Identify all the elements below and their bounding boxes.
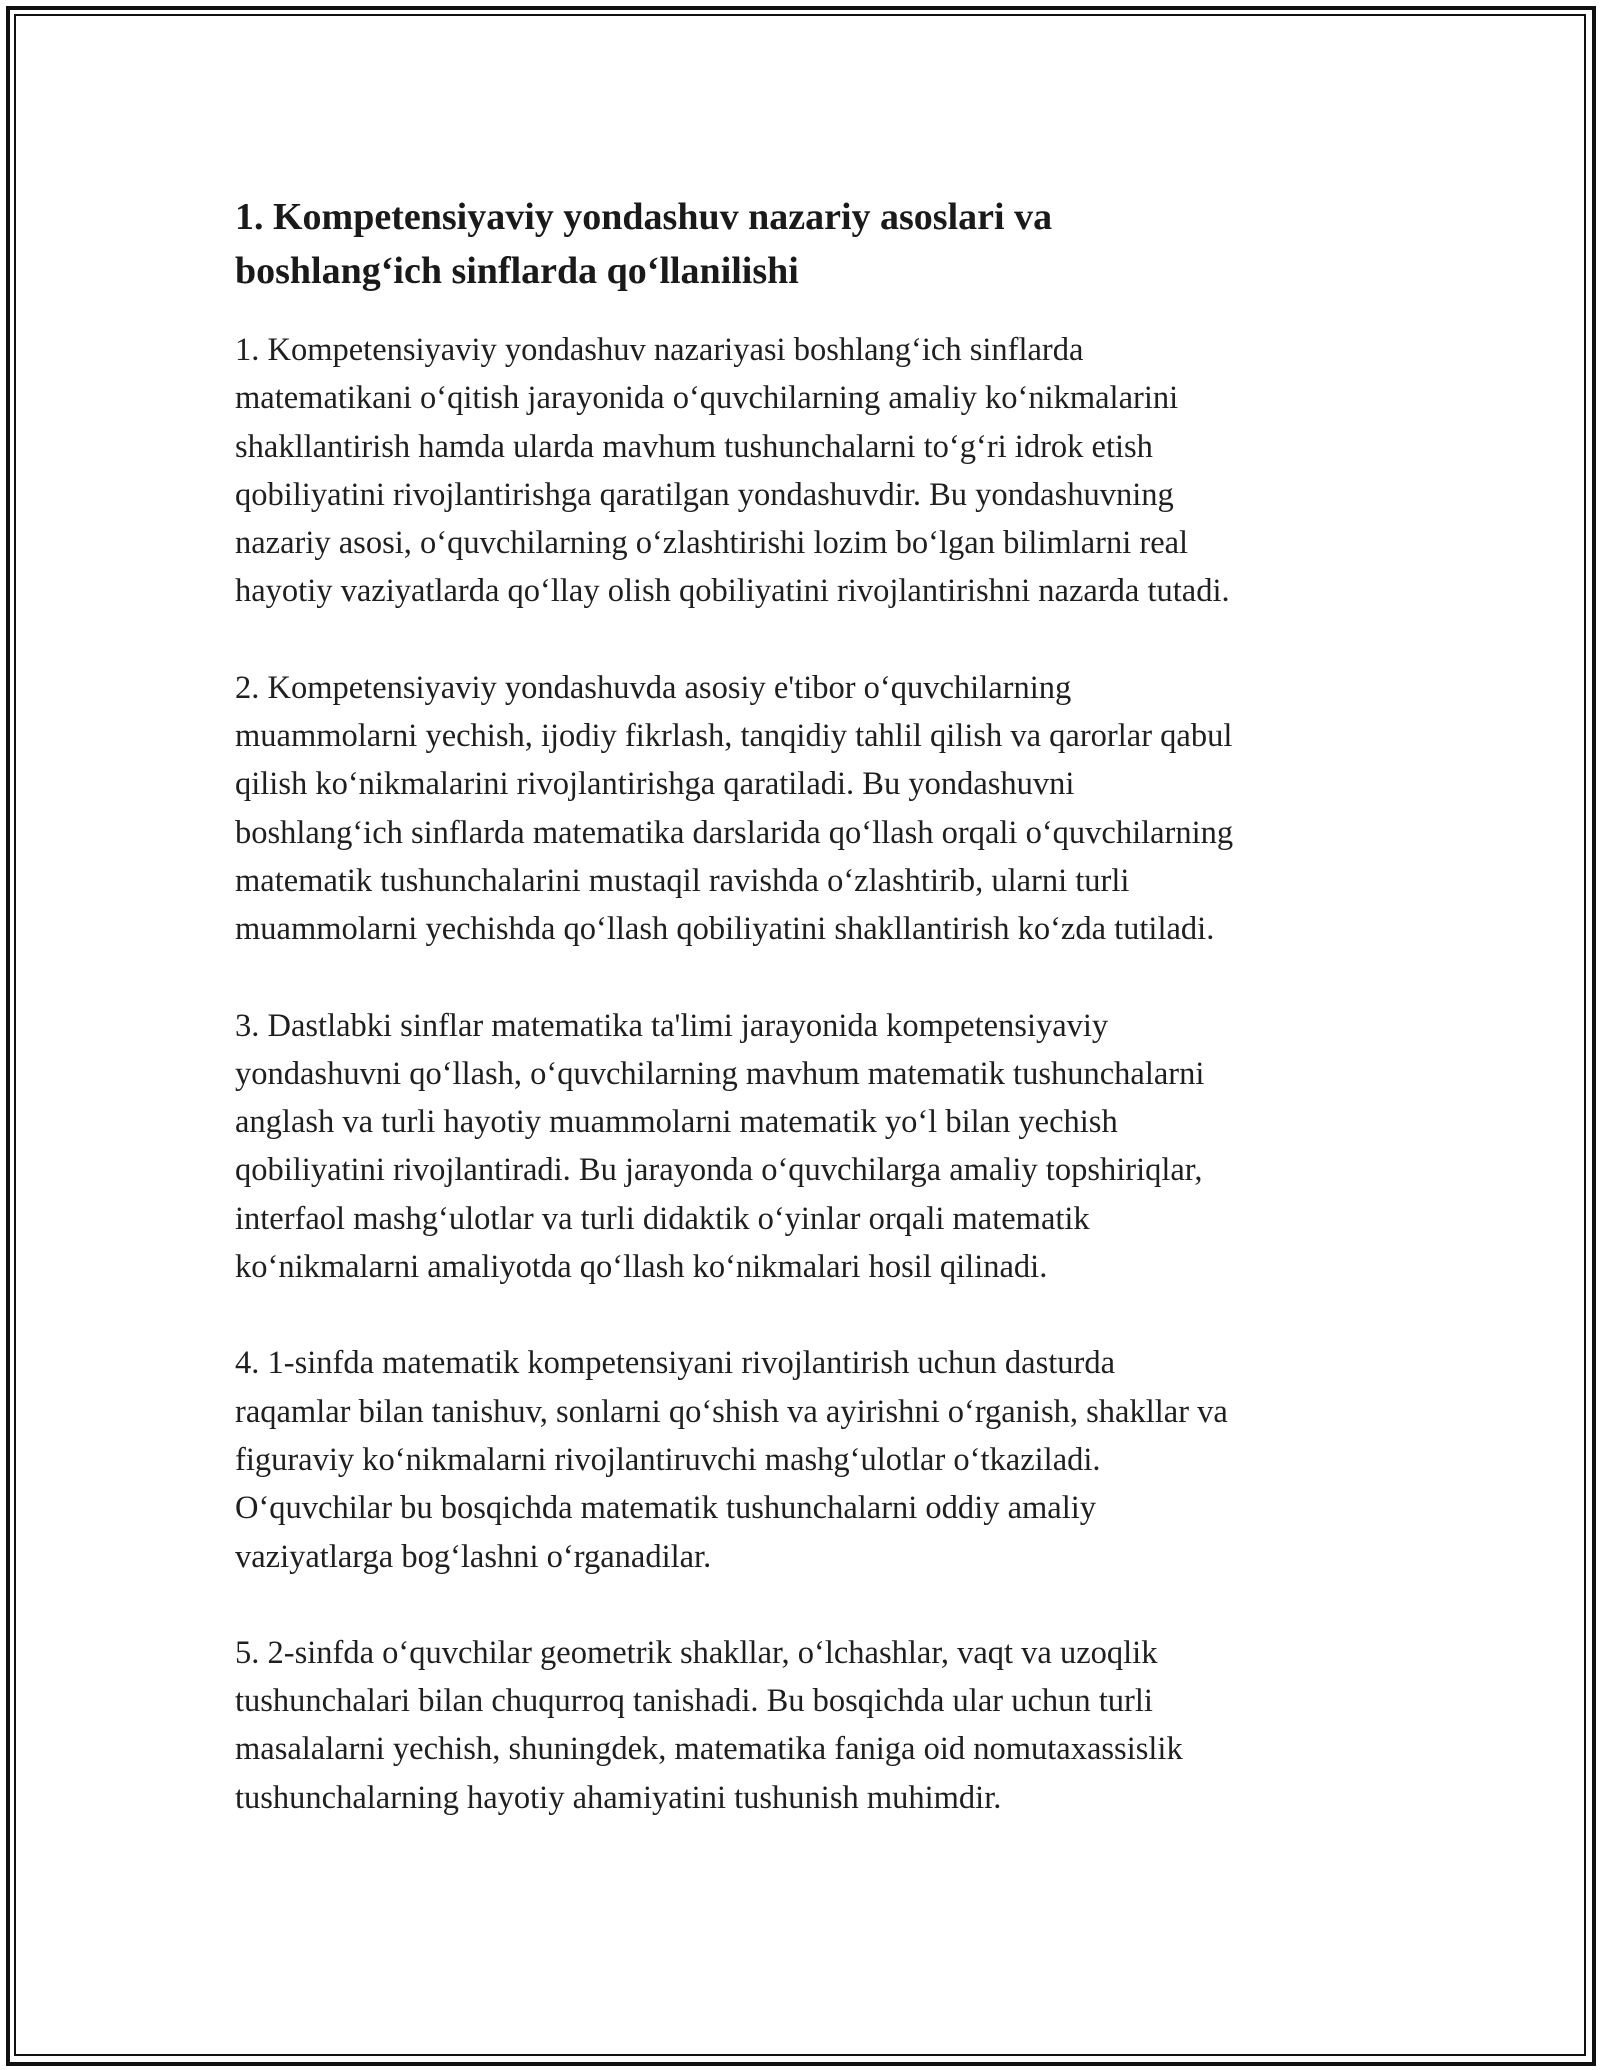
paragraph-4: 4. 1-sinfda matematik kompetensiyani rivojlantirish uchun dasturda raqamlar bilan tanishuv, sonlarni qo‘shish va ayirishni o‘rganish, shakllar va figuraviy ko‘nikmalarni rivojlantiruvchi mashg‘ulotlar o‘tkaziladi. O‘quvchilar bu bosqichda matematik tushunchalarni oddiy amaliy vaziyatlarga bog‘lashni o‘rganadilar. <box>235 1345 1228 1575</box>
paragraph-3: 3. Dastlabki sinflar matematika ta'limi jarayonida kompetensiyaviy yondashuvni qo‘llash, o‘quvchilarning mavhum matematik tushunchalarni anglash va turli hayotiy muammolarni matematik yo‘l bilan yechish qobiliyatini rivojlantiradi. Bu jarayonda o‘quvchilarga amaliy topshiriqlar, interfaol mashg‘ulotlar va turli didaktik o‘yinlar orqali matematik ko‘nikmalarni amaliyotda qo‘llash ko‘nikmalari hosil qilinadi. <box>235 1007 1205 1286</box>
section-heading: 1. Kompetensiyaviy yondashuv nazariy asoslari va boshlang‘ich sinflarda qo‘llanilishi <box>235 196 1053 292</box>
paragraph-2: 2. Kompetensiyaviy yondashuvda asosiy e'tibor o‘quvchilarning muammolarni yechish, ijodiy fikrlash, tanqidiy tahlil qilish va qarorlar qabul qilish ko‘nikmalarini rivojlantirishga qaratiladi. Bu yondashuvni boshlang‘ich sinflarda matematika darslarida qo‘llash orqali o‘quvchilarning matematik tushunchalarini mustaqil ravishda o‘zlashtirib, ularni turli muammolarni yechishda qo‘llash qobiliyatini shakllantirish ko‘zda tutiladi. <box>235 669 1234 948</box>
paragraph-5: 5. 2-sinfda o‘quvchilar geometrik shakllar, o‘lchashlar, vaqt va uzoqlik tushunchalari bilan chuqurroq tanishadi. Bu bosqichda ular uchun turli masalalarni yechish, shuningdek, matematika faniga oid nomutaxassislik tushunchalarning hayotiy ahamiyatini tushunish muhimdir. <box>235 1634 1183 1816</box>
document-body <box>235 190 1375 1870</box>
paragraph-1: 1. Kompetensiyaviy yondashuv nazariyasi boshlang‘ich sinflarda matematikani o‘qitish jarayonida o‘quvchilarning amaliy ko‘nikmalarini shakllantirish hamda ularda mavhum tushunchalarni to‘g‘ri idrok etish qobiliyatini rivojlantirishga qaratilgan yondashuvdir. Bu yondashuvning nazariy asosi, o‘quvchilarning o‘zlashtirishi lozim bo‘lgan bilimlarni real hayotiy vaziyatlarda qo‘llay olish qobiliyatini rivojlantirishni nazarda tutadi. <box>235 332 1230 610</box>
